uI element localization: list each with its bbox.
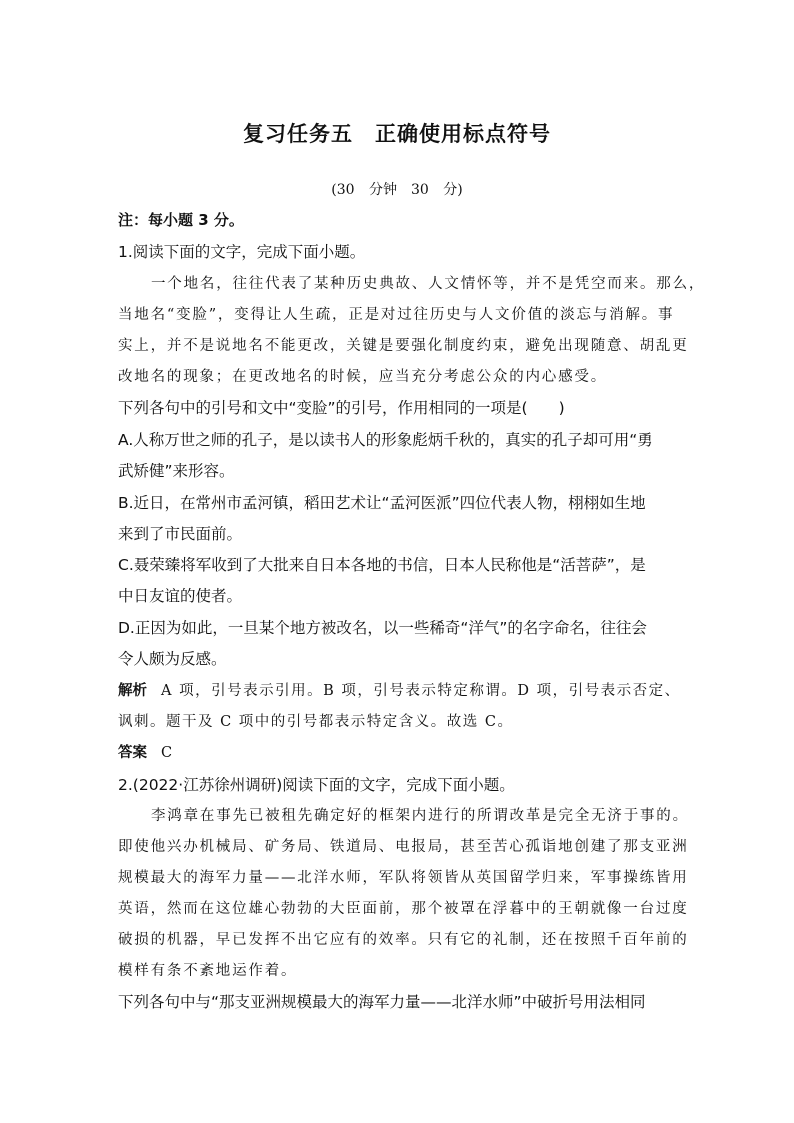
option-b-line: B.近日，在常州市孟河镇，稻田艺术让“孟河医派”四位代表人物，栩栩如生地 [118, 494, 646, 512]
answer-line [118, 741, 174, 762]
passage-1-line: 当地名“变脸”，变得让人生疏，正是对过往历史与人文价值的淡忘与消解。事 [118, 307, 675, 323]
passage-2-line: 即使他兴办机械局、矿务局、铁道局、电报局，甚至苦心孤诣地创建了那支亚洲 [118, 839, 689, 855]
option-d-line: 令人颇为反感。 [118, 650, 227, 668]
page-title: 复习任务五 正确使用标点符号 [243, 122, 551, 146]
passage-1-line: 实上，并不是说地名不能更改，关键是要强化制度约束，避免出现随意、胡乱更 [118, 338, 689, 354]
analysis-label: 解析 [118, 683, 147, 699]
option-a-line: A.人称万世之师的孔子，是以读书人的形象彪炳千秋的，真实的孔子却可用“勇 [118, 431, 653, 449]
analysis-line [118, 679, 681, 700]
answer-value: C [161, 745, 174, 761]
answer-label: 答案 [118, 745, 147, 761]
scoring-note: 注：每小题 3 分。 [118, 211, 244, 229]
analysis-line: 讽刺。题干及 C 项中的引号都表示特定含义。故选 C。 [118, 714, 514, 730]
passage-2-line: 英语，然而在这位雄心勃勃的大臣面前，那个被罩在浮暮中的王朝就像一台过度 [118, 901, 689, 917]
passage-2-line: 模样有条不紊地运作着。 [118, 963, 298, 979]
passage-2-line: 规模最大的海军力量——北洋水师，军队将领皆从英国留学归来，军事操练皆用 [118, 870, 689, 886]
content-block [118, 0, 706, 1123]
option-c-line: 中日友谊的使者。 [118, 587, 243, 605]
question-1-prompt: 下列各句中的引号和文中“变脸”的引号，作用相同的一项是( ) [118, 399, 565, 417]
option-c-line: C.聂荣臻将军收到了大批来自日本各地的书信，日本人民称他是“活菩萨”，是 [118, 556, 646, 574]
question-1-heading: 1.阅读下面的文字，完成下面小题。 [118, 243, 366, 261]
option-a-line: 武矫健”来形容。 [118, 462, 235, 480]
passage-2-line: 破损的机器，早已发挥不出它应有的效率。只有它的礼制，还在按照千百年前的 [118, 932, 689, 948]
time-score-note: (30 分钟 30 分) [331, 182, 463, 198]
question-2-heading: 2.(2022·江苏徐州调研)阅读下面的文字，完成下面小题。 [118, 776, 515, 794]
passage-1-line: 一个地名，往往代表了某种历史典故、人文情怀等，并不是凭空而来。那么， [151, 276, 706, 292]
option-b-line: 来到了市民面前。 [118, 525, 243, 543]
analysis-text: A 项，引号表示引用。B 项，引号表示特定称谓。D 项，引号表示否定、 [161, 683, 681, 699]
passage-1-line: 改地名的现象；在更改地名的时候，应当充分考虑公众的内心感受。 [118, 369, 607, 385]
option-d-line: D.正因为如此，一旦某个地方被改名，以一些稀奇“洋气”的名字命名，往往会 [118, 619, 647, 637]
passage-2-line: 李鸿章在事先已被租先确定好的框架内进行的所谓改革是完全无济于事的。 [151, 808, 689, 824]
question-2-prompt: 下列各句中与“那支亚洲规模最大的海军力量——北洋水师”中破折号用法相同 [118, 993, 646, 1011]
